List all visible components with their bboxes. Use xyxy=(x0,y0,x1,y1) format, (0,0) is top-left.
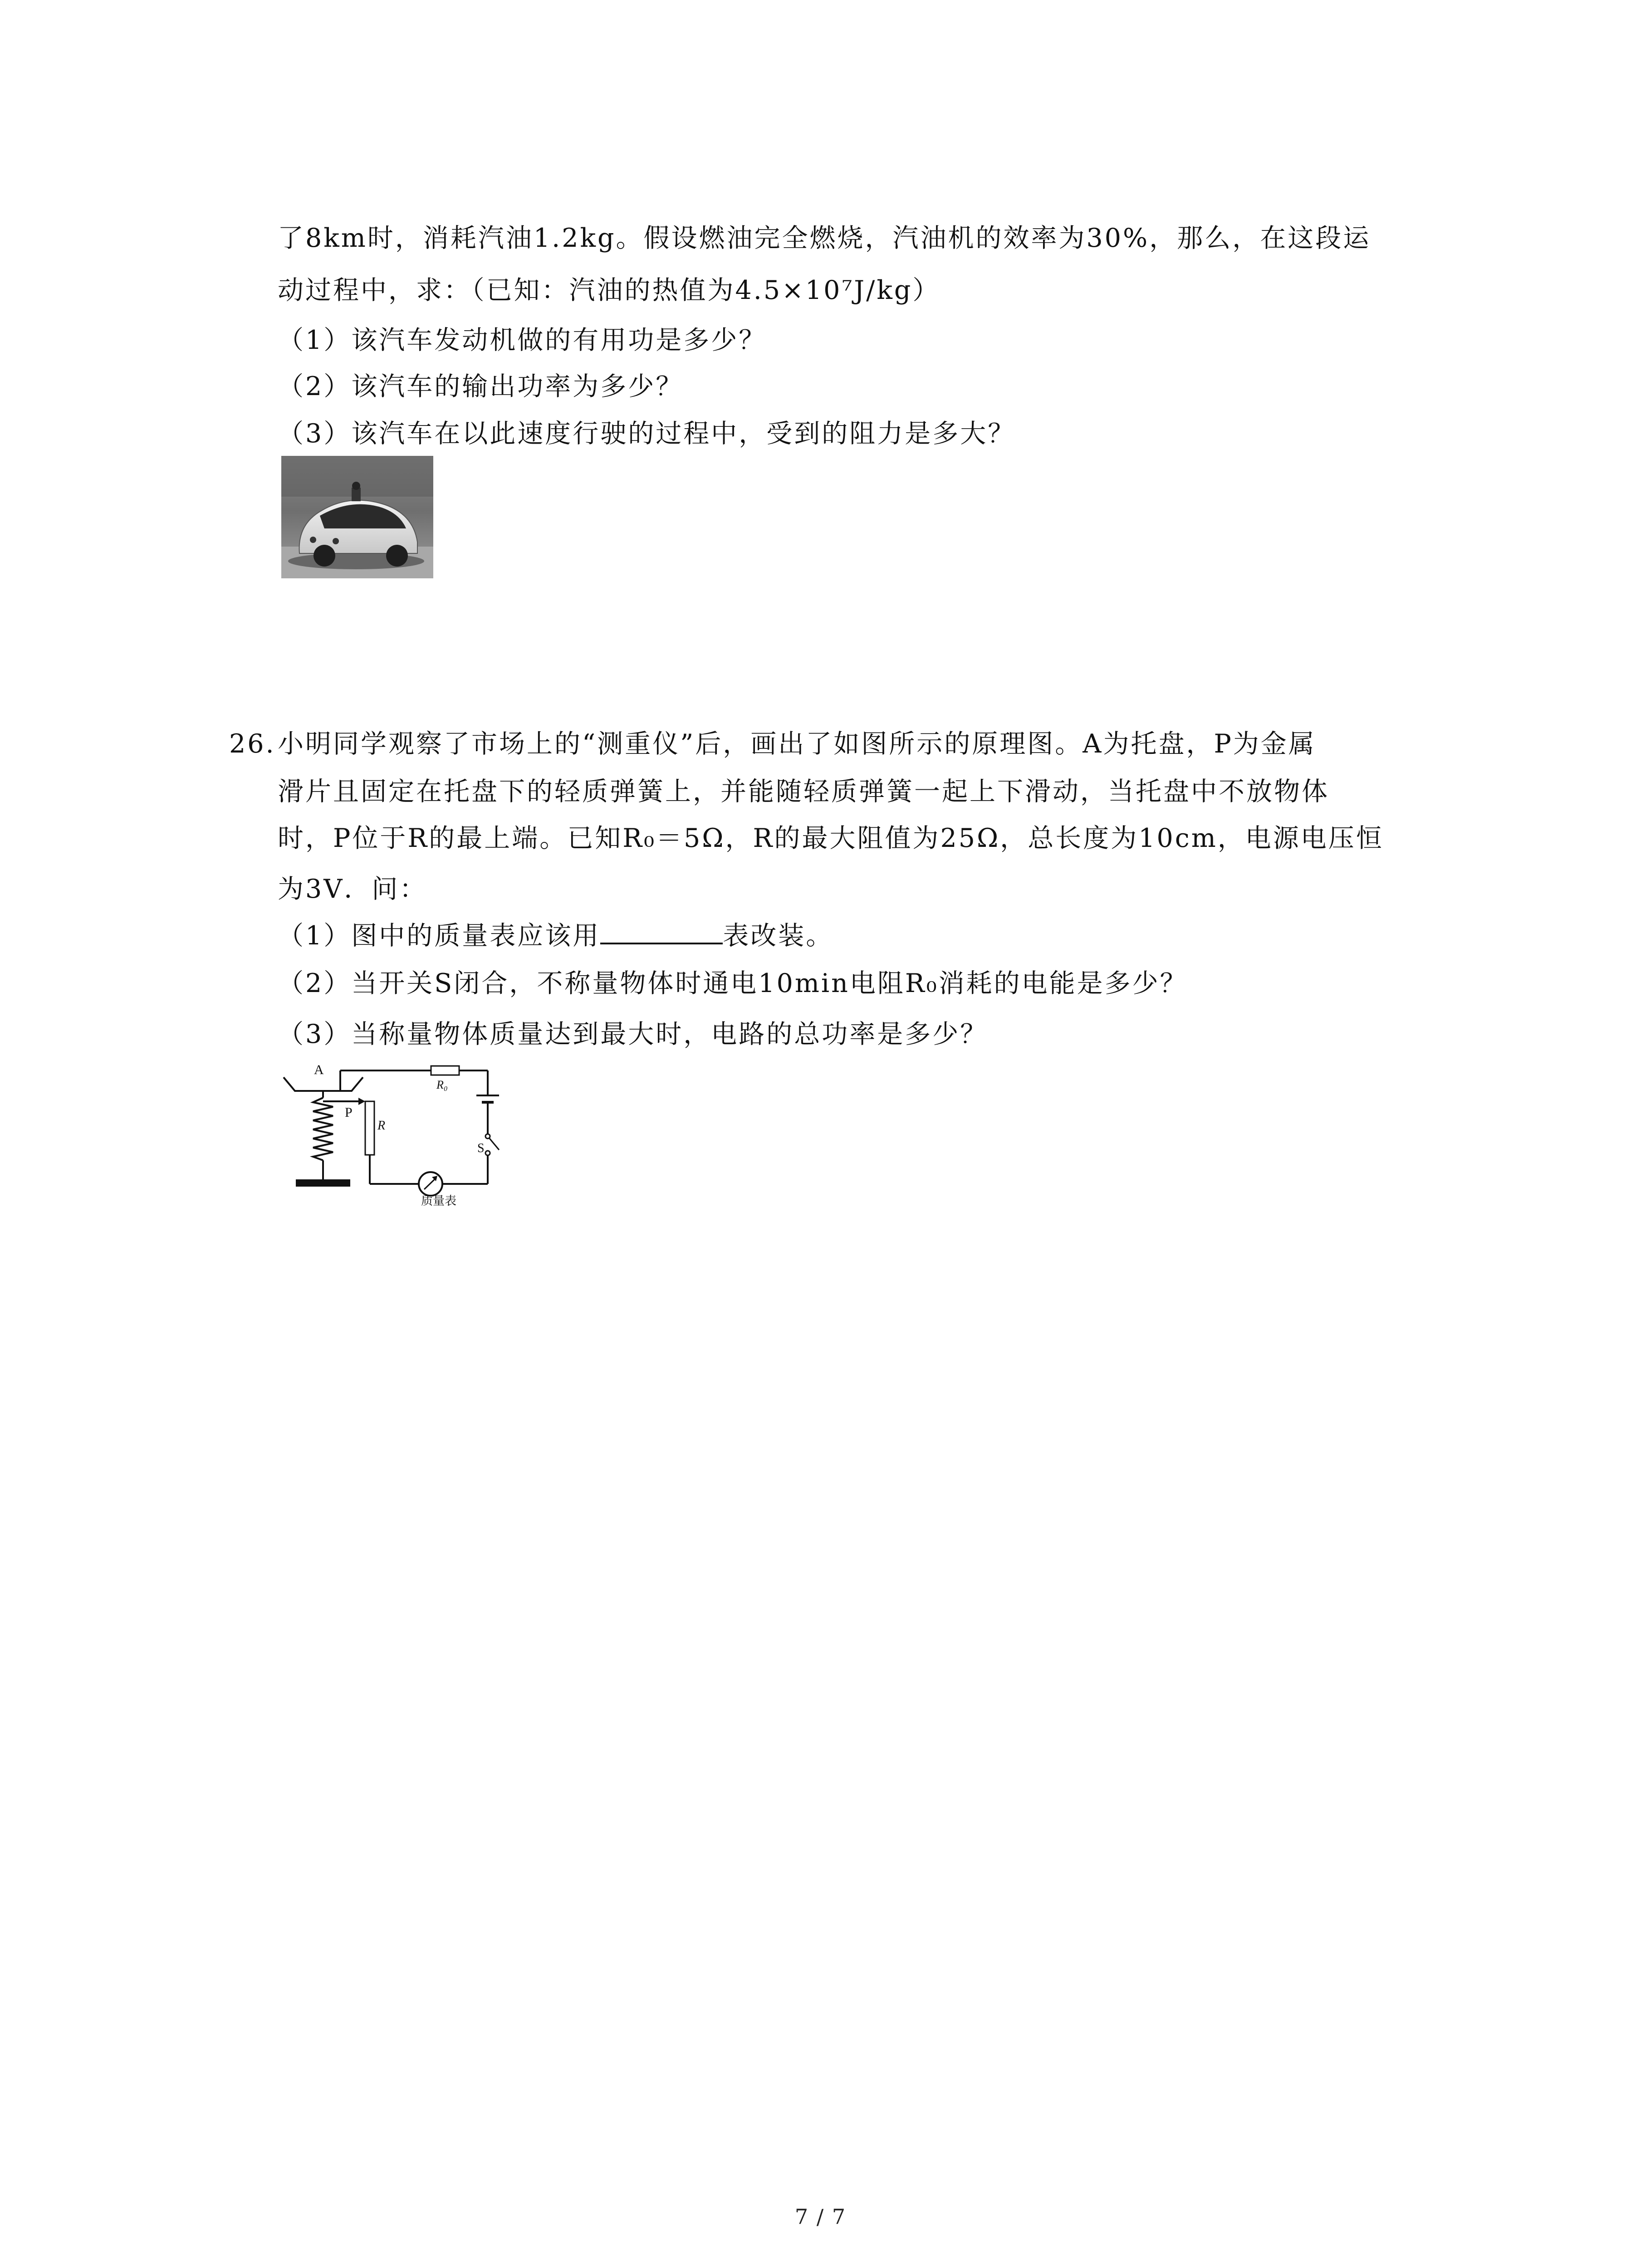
q26-sub3: （3）当称量物体质量达到最大时，电路的总功率是多少？ xyxy=(278,1019,988,1049)
label-a: A xyxy=(314,1062,324,1077)
page-number: 7 / 7 xyxy=(794,2204,847,2229)
q26-sub1-pre: （1）图中的质量表应该用 xyxy=(278,921,601,951)
q25-sub2: （2）该汽车的输出功率为多少？ xyxy=(278,371,684,401)
q25-line1: 了8km时，消耗汽油1.2kg。假设燃油完全燃烧，汽油机的效率为30%，那么，在这段运 xyxy=(278,223,1371,253)
q25-line2: 动过程中，求：（已知：汽油的热值为4.5×10⁷J/kg） xyxy=(278,275,941,305)
q26-number: 26. xyxy=(229,729,276,759)
car-photo xyxy=(281,456,433,578)
meter-label: 质量表 xyxy=(421,1194,457,1207)
q26-sub1 xyxy=(278,918,833,954)
label-s: S xyxy=(477,1141,485,1155)
label-p: P xyxy=(345,1105,353,1120)
q26-line1: 小明同学观察了市场上的“测重仪”后，画出了如图所示的原理图。A为托盘，P为金属 xyxy=(278,729,1316,759)
q26-sub1-post: 表改装。 xyxy=(723,921,834,951)
label-r0: R₀ xyxy=(436,1078,448,1091)
label-r: R xyxy=(377,1119,386,1133)
circuit-diagram xyxy=(272,1057,526,1207)
answer-blank xyxy=(600,919,723,944)
q26-line3: 时，P位于R的最上端。已知R₀＝5Ω，R的最大阻值为25Ω，总长度为10cm，电源电压恒 xyxy=(278,823,1384,853)
q26-sub2: （2）当开关S闭合，不称量物体时通电10min电阻R₀消耗的电能是多少？ xyxy=(278,968,1188,998)
q25-sub3: （3）该汽车在以此速度行驶的过程中，受到的阻力是多大？ xyxy=(278,419,1016,449)
q26-line2: 滑片且固定在托盘下的轻质弹簧上，并能随轻质弹簧一起上下滑动，当托盘中不放物体 xyxy=(278,777,1329,807)
q26-line4: 为3V．问： xyxy=(278,874,427,904)
q25-sub1: （1）该汽车发动机做的有用功是多少？ xyxy=(278,325,767,355)
